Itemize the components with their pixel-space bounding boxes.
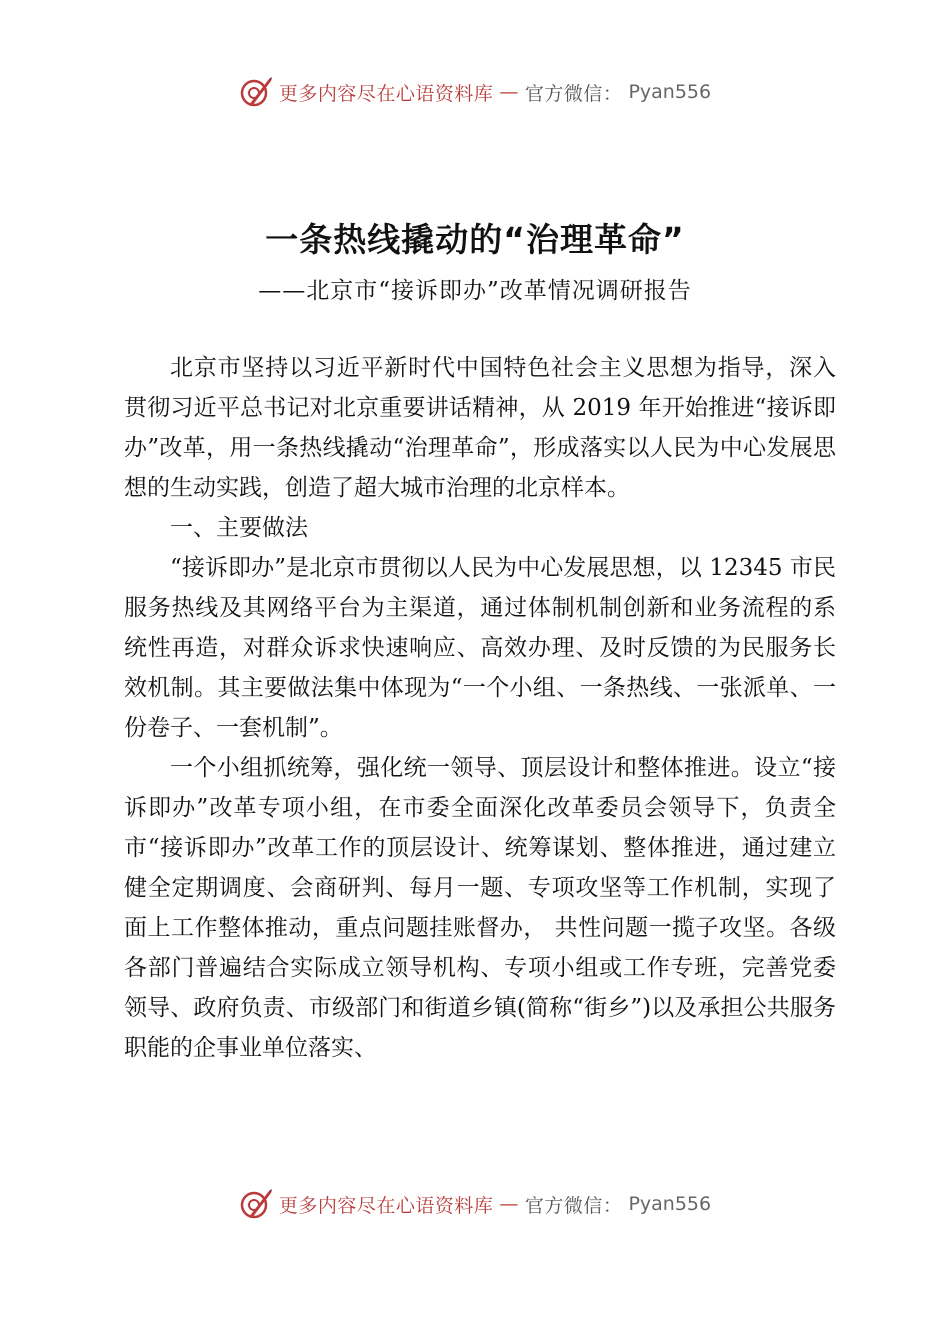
header-watermark: [0, 72, 950, 112]
quill-pen-logo-icon: [239, 1187, 273, 1221]
section-heading: 一、主要做法: [170, 515, 308, 541]
document-subtitle: ——北京市“接诉即办”改革情况调研报告: [258, 278, 692, 304]
site-name: 更多内容尽在心语资料库: [278, 82, 494, 105]
wechat-label: 官方微信：: [524, 82, 623, 105]
separator: —: [499, 81, 519, 103]
wechat-label: 官方微信：: [524, 1194, 623, 1217]
footer-watermark: [0, 1184, 950, 1224]
wechat-id: Pyan556: [628, 1193, 712, 1215]
body-paragraph: “接诉即办”是北京市贯彻以人民为中心发展思想，以 12345 市民服务热线及其网络平台为主渠道，通过体制机制创新和业务流程的系统性再造，对群众诉求快速响应、高效办理、及时反馈的为民服务长效机制。其主要做法集中体现为“一个小组、一条热线、一张派单、一份卷子、一套机制”。: [124, 555, 836, 741]
document-title: 一条热线撬动的“治理革命”: [265, 220, 685, 259]
separator: —: [499, 1193, 519, 1215]
body-paragraph: 一个小组抓统筹，强化统一领导、顶层设计和整体推进。设立“接诉即办”改革专项小组，在市委全面深化改革委员会领导下，负责全市“接诉即办”改革工作的顶层设计、统筹谋划、整体推进，通过建立健全定期调度、会商研判、每月一题、专项攻坚等工作机制，实现了面上工作整体推动，重点问题挂账督办， 共性问题一揽子攻坚。各级各部门普遍结合实际成立领导机构、专项小组或工作专班，完善党委领导、政府负责、市级部门和街道乡镇(简称“街乡”)以及承担公共服务职能的企事业单位落实、: [124, 755, 836, 1061]
quill-pen-logo-icon: [239, 75, 273, 109]
intro-paragraph: 北京市坚持以习近平新时代中国特色社会主义思想为指导，深入贯彻习近平总书记对北京重要讲话精神，从 2019 年开始推进“接诉即办”改革，用一条热线撬动“治理革命”，形成落实以人民为中心发展思想的生动实践，创造了超大城市治理的北京样本。: [124, 355, 836, 501]
site-name: 更多内容尽在心语资料库: [278, 1194, 494, 1217]
document-body: [124, 348, 836, 1068]
wechat-id: Pyan556: [628, 81, 712, 103]
